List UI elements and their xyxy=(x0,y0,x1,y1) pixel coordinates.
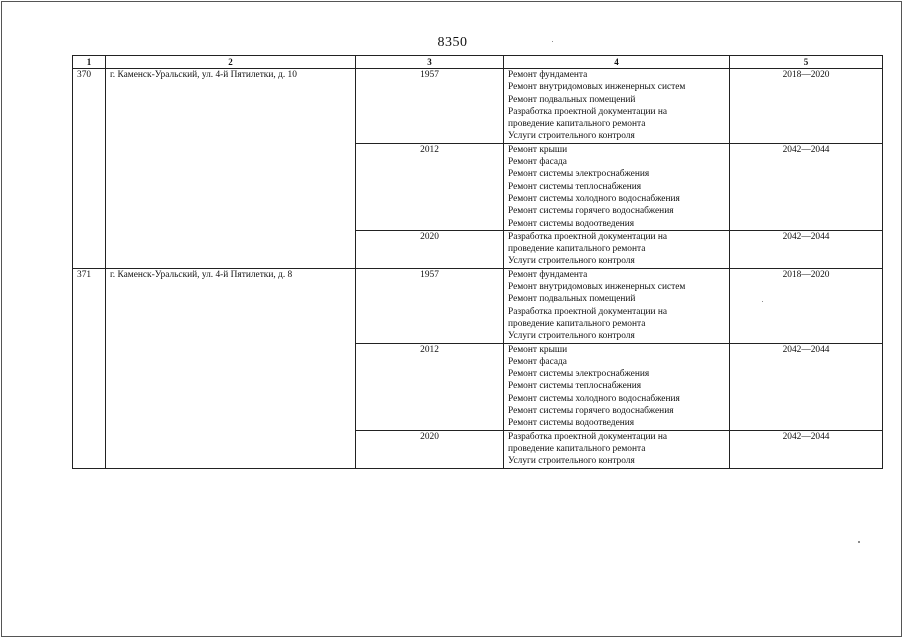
stage-works xyxy=(504,69,730,144)
work-item: Ремонт фундамента xyxy=(508,269,588,280)
header-row xyxy=(73,56,883,69)
stage-works xyxy=(504,430,730,468)
table-row xyxy=(73,268,883,343)
table-body xyxy=(73,69,883,469)
work-list xyxy=(508,231,725,268)
stage-year: 2012 xyxy=(356,143,504,230)
work-list xyxy=(508,269,725,343)
work-item: Услуги строительного контроля xyxy=(508,456,635,467)
stage-year: 1957 xyxy=(356,69,504,144)
stage-year: 2020 xyxy=(356,430,504,468)
work-item: Услуги строительного контроля xyxy=(508,131,635,142)
stage-period: 2018—2020 xyxy=(730,69,883,144)
work-item: Разработка проектной документации на xyxy=(508,306,668,317)
work-list xyxy=(508,144,725,230)
work-item: Ремонт подвальных помещений xyxy=(508,294,636,305)
work-list xyxy=(508,431,725,468)
work-item: Ремонт крыши xyxy=(508,144,568,155)
table-row xyxy=(73,69,883,144)
work-item: Разработка проектной документации на xyxy=(508,231,668,242)
work-list xyxy=(508,344,725,430)
work-item: Услуги строительного контроля xyxy=(508,331,635,342)
work-item: Ремонт фасада xyxy=(508,356,567,367)
stage-works xyxy=(504,343,730,430)
work-item: Ремонт внутридомовых инженерных систем xyxy=(508,282,686,293)
column-header: 5 xyxy=(730,56,883,69)
stage-period: 2042—2044 xyxy=(730,230,883,268)
work-item: Ремонт фасада xyxy=(508,157,567,168)
work-item: Ремонт системы электроснабжения xyxy=(508,169,650,180)
stage-period: 2018—2020 xyxy=(730,268,883,343)
work-item: Ремонт крыши xyxy=(508,344,568,355)
work-item: Ремонт фундамента xyxy=(508,70,588,80)
column-header: 1 xyxy=(73,56,106,69)
scan-speck xyxy=(762,301,763,302)
work-item: Ремонт системы электроснабжения xyxy=(508,369,650,380)
work-item: Ремонт системы водоотведения xyxy=(508,218,635,229)
scan-speck xyxy=(552,41,553,42)
stage-period: 2042—2044 xyxy=(730,343,883,430)
work-item: Ремонт системы водоотведения xyxy=(508,418,635,429)
building-address: г. Каменск-Уральский, ул. 4-й Пятилетки, д. 10 xyxy=(106,69,356,269)
building-address: г. Каменск-Уральский, ул. 4-й Пятилетки, д. 8 xyxy=(106,268,356,468)
register-table xyxy=(72,55,883,469)
page-number: 8350 xyxy=(437,35,468,50)
stage-year: 2020 xyxy=(356,230,504,268)
work-item: проведение капитального ремонта xyxy=(508,244,646,255)
column-header: 3 xyxy=(356,56,504,69)
work-item: Разработка проектной документации на xyxy=(508,431,668,442)
stage-year: 1957 xyxy=(356,268,504,343)
column-header: 2 xyxy=(106,56,356,69)
work-item: Ремонт внутридомовых инженерных систем xyxy=(508,82,686,93)
work-item: Ремонт системы холодного водоснабжения xyxy=(508,393,680,404)
work-item: проведение капитального ремонта xyxy=(508,443,646,454)
work-item: Ремонт системы холодного водоснабжения xyxy=(508,193,680,204)
work-list xyxy=(508,69,725,143)
building-number: 371 xyxy=(73,268,106,468)
stage-works xyxy=(504,143,730,230)
work-item: Услуги строительного контроля xyxy=(508,256,635,267)
work-item: Ремонт системы горячего водоснабжения xyxy=(508,206,674,217)
work-item: проведение капитального ремонта xyxy=(508,119,646,130)
stage-year: 2012 xyxy=(356,343,504,430)
stage-works xyxy=(504,230,730,268)
work-item: проведение капитального ремонта xyxy=(508,318,646,329)
stage-period: 2042—2044 xyxy=(730,143,883,230)
column-header: 4 xyxy=(504,56,730,69)
building-number: 370 xyxy=(73,69,106,269)
stage-period: 2042—2044 xyxy=(730,430,883,468)
stage-works xyxy=(504,268,730,343)
work-item: Ремонт системы теплоснабжения xyxy=(508,181,642,192)
work-item: Ремонт системы горячего водоснабжения xyxy=(508,406,674,417)
work-item: Ремонт подвальных помещений xyxy=(508,94,636,105)
work-item: Разработка проектной документации на xyxy=(508,106,668,117)
scan-speck xyxy=(858,541,860,543)
work-item: Ремонт системы теплоснабжения xyxy=(508,381,642,392)
